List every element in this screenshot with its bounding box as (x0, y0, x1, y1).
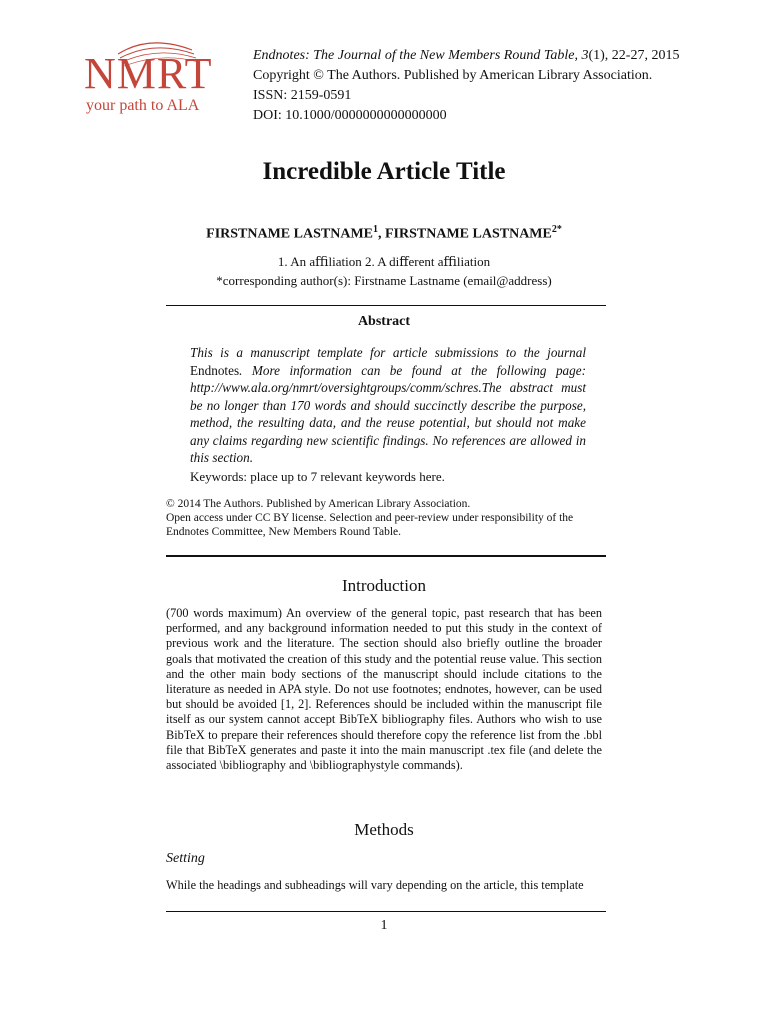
author-line (0, 224, 768, 243)
abstract-text-part2: . More information can be found at the following page: http://www.ala.org/nmrt/oversightgroups/comm/schres.The abstract must be no longer than 170 words and should succinctly describe the purpose, method, the resulting data, and the reuse potential, but should not make any claims regarding new scientific findings. No references are allowed in this section. (190, 362, 586, 465)
keywords: Keywords: place up to 7 relevant keywords here. (190, 469, 445, 484)
abstract-heading: Abstract (357, 314, 411, 329)
nmrt-logo (80, 40, 220, 130)
copyright-line-2: Open access under CC BY license. Selection and peer-review under responsibility of the Endnotes Committee, New Members Round Table. (166, 512, 574, 538)
methods-heading: Methods (354, 820, 414, 839)
logo-tagline: your path to ALA (86, 97, 200, 114)
divider-abstract-end (166, 555, 606, 557)
corresponding-author: *corresponding author(s): Firstname Lastname (email@address) (216, 273, 552, 288)
introduction-heading: Introduction (341, 576, 427, 595)
author-1: FIRSTNAME LASTNAME (206, 226, 373, 242)
author-2: FIRSTNAME LASTNAME (385, 226, 552, 242)
journal-doi: DOI: 10.1000/0000000000000000 (253, 108, 447, 123)
journal-issn: ISSN: 2159-0591 (253, 88, 352, 103)
journal-citation (253, 46, 679, 66)
methods-text: While the headings and subheadings will vary depending on the article, this template (166, 878, 584, 892)
abstract-journal-name: Endnotes (190, 362, 240, 378)
affiliations: 1. An aﬃliation 2. A diﬀerent aﬃliation (277, 254, 491, 269)
journal-citation-issue: (1), 22-27, 2015 (588, 48, 680, 63)
copyright-line-1: © 2014 The Authors. Published by American Library Association. (166, 498, 471, 510)
author-separator: , (378, 226, 385, 242)
setting-subheading: Setting (166, 851, 205, 866)
logo-wordmark: NMRT (84, 49, 213, 98)
author-2-affil-mark: 2* (551, 224, 562, 235)
article-title: Incredible Article Title (262, 158, 506, 185)
abstract-text (190, 344, 586, 467)
journal-copyright: Copyright © The Authors. Published by American Library Association. (253, 68, 653, 83)
journal-info (253, 46, 679, 126)
introduction-text: (700 words maximum) An overview of the general topic, past research that has been performed, and any background information needed to put this study in the context of previous work and the literature. The section should also briefly outline the broader goals that motivated the creation of this study and the potential reuse value. This section and the other main body sections of the manuscript should include citations to the literature as needed in APA style. Do not use footnotes; endnotes, however, can be used but should be avoided [1, 2]. References should be included within the manuscript file itself as our system cannot accept BibTeX bibliography files. Authors who wish to use BibTeX to prepare their references should therefore copy the reference list from the .bbl file that BibTeX generates and paste it into the main manuscript .tex file (and delete the associated \bibliography and \bibliographystyle commands). (166, 606, 602, 773)
divider-footer (166, 911, 606, 912)
abstract-text-part1: This is a manuscript template for article submissions to the journal (190, 345, 586, 360)
page-number: 1 (380, 918, 388, 933)
author-1-affil-mark: 1 (373, 224, 378, 235)
journal-citation-title: Endnotes: The Journal of the New Members Round Table, 3 (253, 48, 589, 63)
copyright-block (166, 497, 606, 539)
divider-top (166, 305, 606, 306)
